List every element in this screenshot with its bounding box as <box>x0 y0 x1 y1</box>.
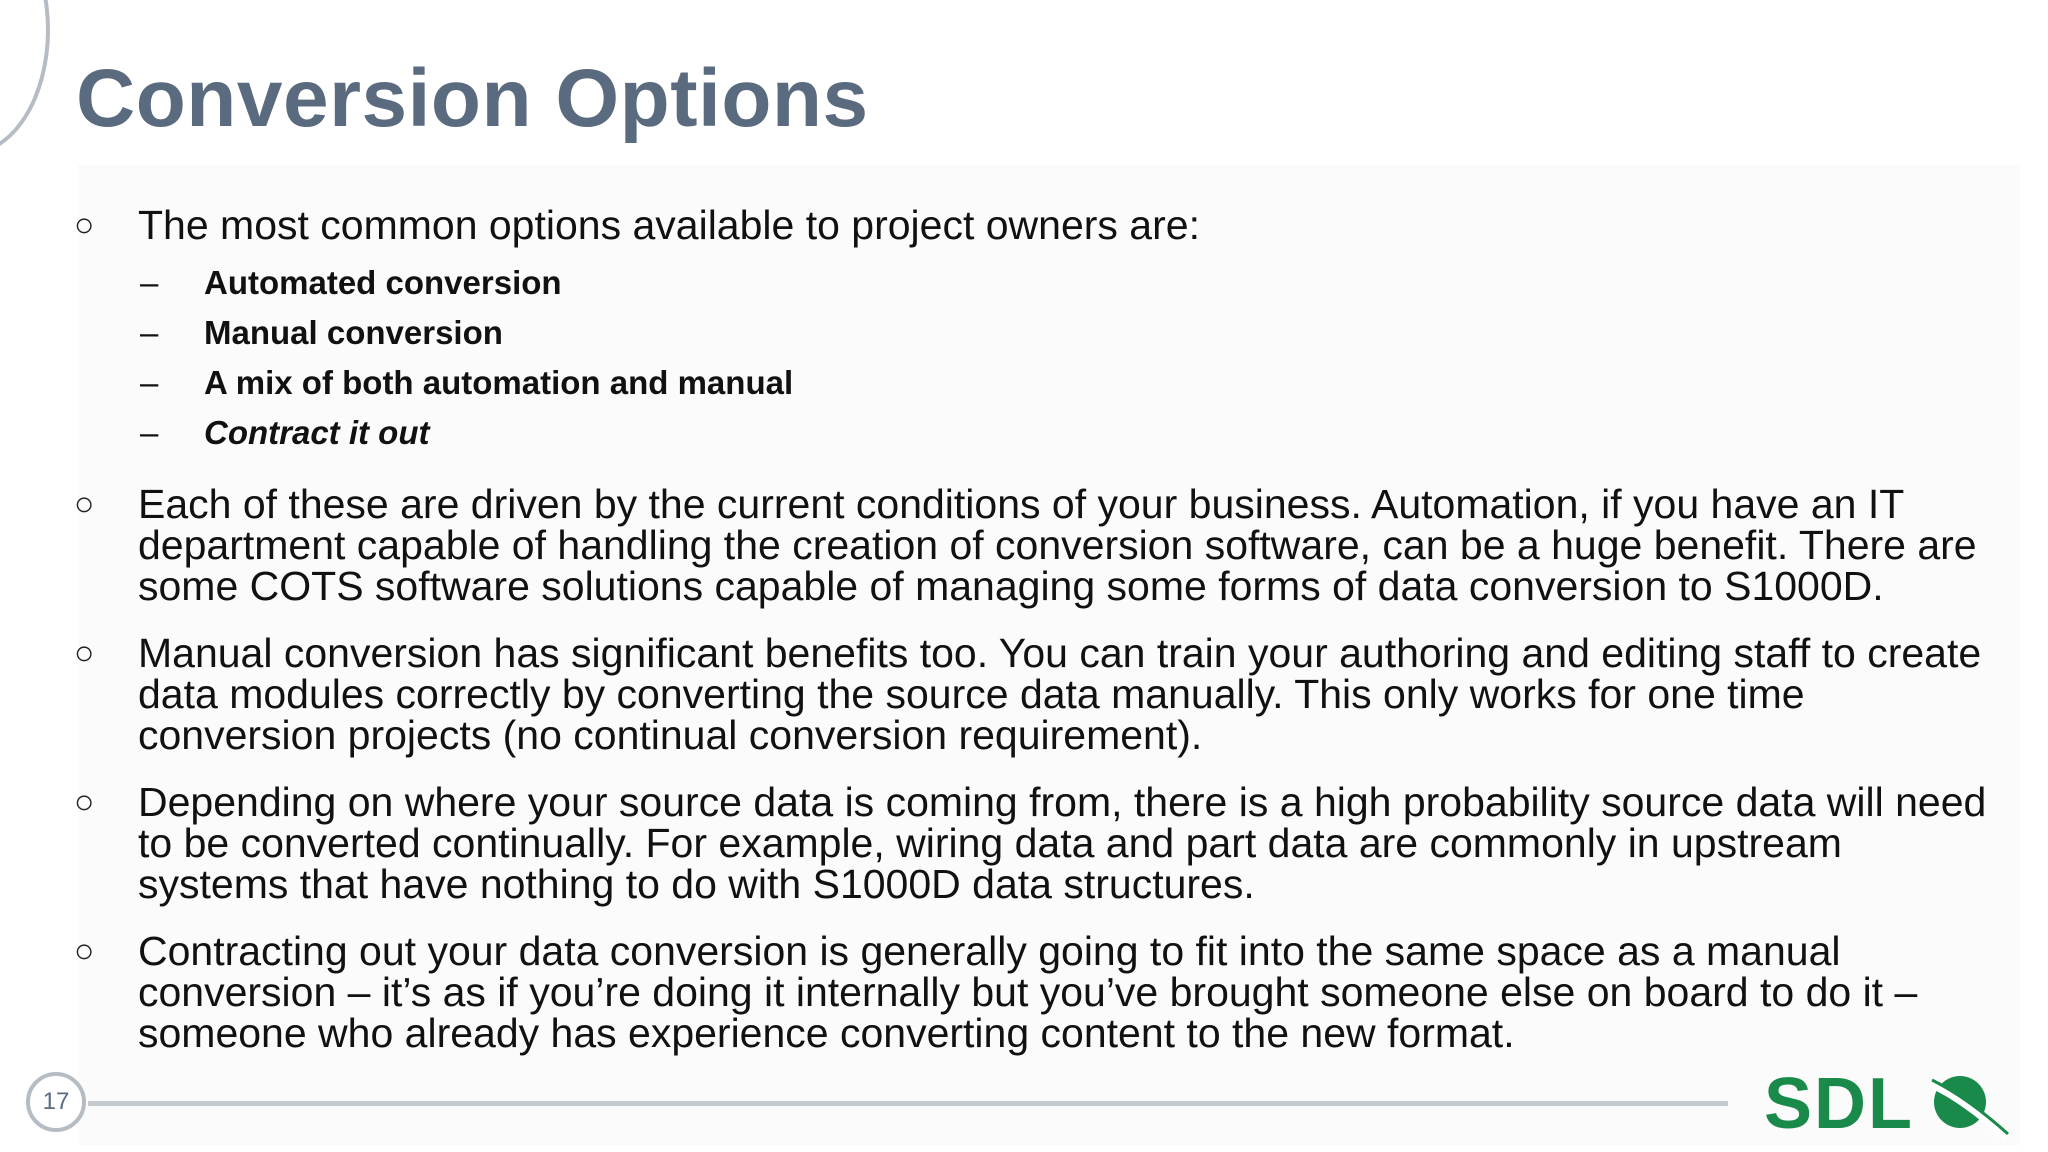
page-number: 17 <box>42 1088 70 1115</box>
sdl-logo-text: SDL <box>1764 1064 1914 1142</box>
dash-marker: – <box>140 414 159 451</box>
bullet-text: Each of these are driven by the current conditions of your business. Automation, if you have an IT department capable of handling the creation of conversion software, can be a huge benefit. There are some COTS software solutions capable of managing some forms of data conversion to S1000D. <box>138 481 1977 609</box>
sub-item <box>70 358 1990 408</box>
bullet-text: Contracting out your data conversion is generally going to fit into the same space as a manual conversion – it’s as if you’re doing it internally but you’ve brought someone else on board to do it – someone who already has experience converting content to the new format. <box>138 928 1918 1056</box>
sub-item-text: Automated conversion <box>204 264 562 301</box>
footer-divider <box>88 1101 1728 1106</box>
page-title: Conversion Options <box>76 53 869 144</box>
sub-item-text: A mix of both automation and manual <box>204 364 794 401</box>
bullet-list <box>70 202 1990 1080</box>
bullet-marker: ○ <box>74 206 95 244</box>
bullet-text: Depending on where your source data is coming from, there is a high probability source data will need to be converted continually. For example, wiring data and part data are commonly in upstream systems that have nothing to do with S1000D data structures. <box>138 779 1987 907</box>
bullet-marker: ○ <box>74 783 95 821</box>
corner-arc-decoration <box>0 0 50 155</box>
bullet-item <box>70 481 1990 609</box>
sdl-swoosh-icon <box>1930 1076 2008 1138</box>
bullet-item <box>70 928 1990 1056</box>
bullet-marker: ○ <box>74 485 95 523</box>
sub-item-text: Manual conversion <box>204 314 503 351</box>
bullet-marker: ○ <box>74 634 95 672</box>
dash-marker: – <box>140 264 159 301</box>
sub-list <box>138 258 1990 458</box>
page-number-badge <box>26 1072 86 1132</box>
dash-marker: – <box>140 314 159 351</box>
bullet-item <box>70 202 1990 458</box>
sdl-logo <box>1760 1062 2010 1142</box>
sub-item <box>70 308 1990 358</box>
dash-marker: – <box>140 364 159 401</box>
bullet-text: The most common options available to project owners are: <box>138 202 1200 248</box>
sub-item <box>70 408 1990 458</box>
bullet-item <box>70 779 1990 907</box>
bullet-text: Manual conversion has significant benefits too. You can train your authoring and editing staff to create data modules correctly by converting the source data manually. This only works for one time conversion projects (no continual conversion requirement). <box>138 630 1982 758</box>
bullet-marker: ○ <box>74 932 95 970</box>
sub-item <box>70 258 1990 308</box>
sub-item-text: Contract it out <box>204 414 430 451</box>
bullet-item <box>70 630 1990 758</box>
